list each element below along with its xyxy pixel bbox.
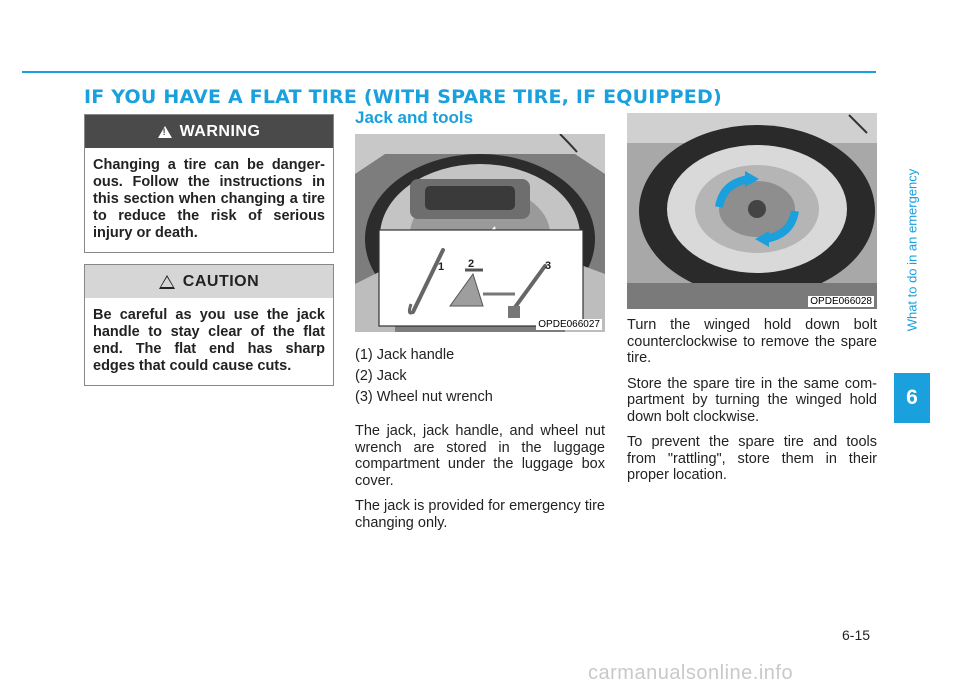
- callout-1: 1: [438, 261, 445, 273]
- list-item: (3) Wheel nut wrench: [355, 389, 493, 405]
- warning-box: [84, 114, 334, 253]
- chapter-tab[interactable]: 6: [894, 373, 930, 423]
- callout-2: 2: [468, 258, 475, 270]
- spare-figure-code: OPDE066028: [810, 296, 872, 307]
- chapter-title: What to do in an emergency: [904, 168, 920, 332]
- caution-triangle-icon: [159, 275, 175, 289]
- spare-tire-illustration: [627, 113, 877, 309]
- spare-paragraph: Turn the winged hold down bolt counterclockwise to remove the spare tire.: [627, 317, 877, 366]
- spare-paragraph: To prevent the spare tire and tools from "rattling", store them in their proper location.: [627, 434, 877, 483]
- caution-box: [84, 264, 334, 386]
- jack-paragraph: The jack is provided for emergency tire changing only.: [355, 498, 605, 531]
- warning-header: [85, 115, 333, 148]
- caution-text: Be careful as you use the jack handle to stay clear of the flat end. The flat end has sharp edges that could cause cuts.: [93, 307, 325, 374]
- watermark: carmanualsonline.info: [588, 662, 794, 684]
- jack-paragraph: The jack, jack handle, and wheel nut wrench are stored in the luggage compartment under the luggage box cover.: [355, 423, 605, 489]
- caution-title: CAUTION: [182, 272, 260, 290]
- page-number: 6-15: [842, 627, 871, 643]
- spare-tire-section: [627, 113, 877, 484]
- warning-triangle-icon: [158, 126, 172, 138]
- spare-paragraph: Store the spare tire in the same com-partment by turning the winged hold down bolt clockwise.: [627, 375, 877, 425]
- callout-3: 3: [545, 260, 552, 272]
- spare-tire-figure: [627, 113, 877, 309]
- warning-text: Changing a tire can be danger-ous. Follow the instructions in this section when changing a tire to reduce the risk of serious injury or death.: [93, 157, 325, 241]
- top-rule: [22, 71, 876, 73]
- section-title: IF YOU HAVE A FLAT TIRE (WITH SPARE TIRE, IF EQUIPPED): [84, 86, 722, 108]
- jack-figure-code: OPDE066027: [538, 319, 600, 330]
- jack-tools-figure: [355, 134, 605, 332]
- warning-title: WARNING: [179, 122, 261, 140]
- jack-tools-section: [355, 108, 605, 531]
- parts-list: [355, 346, 605, 406]
- jack-tools-heading: Jack and tools: [355, 108, 474, 127]
- list-item: (1) Jack handle: [355, 347, 455, 363]
- caution-header: [85, 265, 333, 298]
- trunk-jack-illustration: [355, 134, 605, 332]
- list-item: (2) Jack: [355, 368, 407, 384]
